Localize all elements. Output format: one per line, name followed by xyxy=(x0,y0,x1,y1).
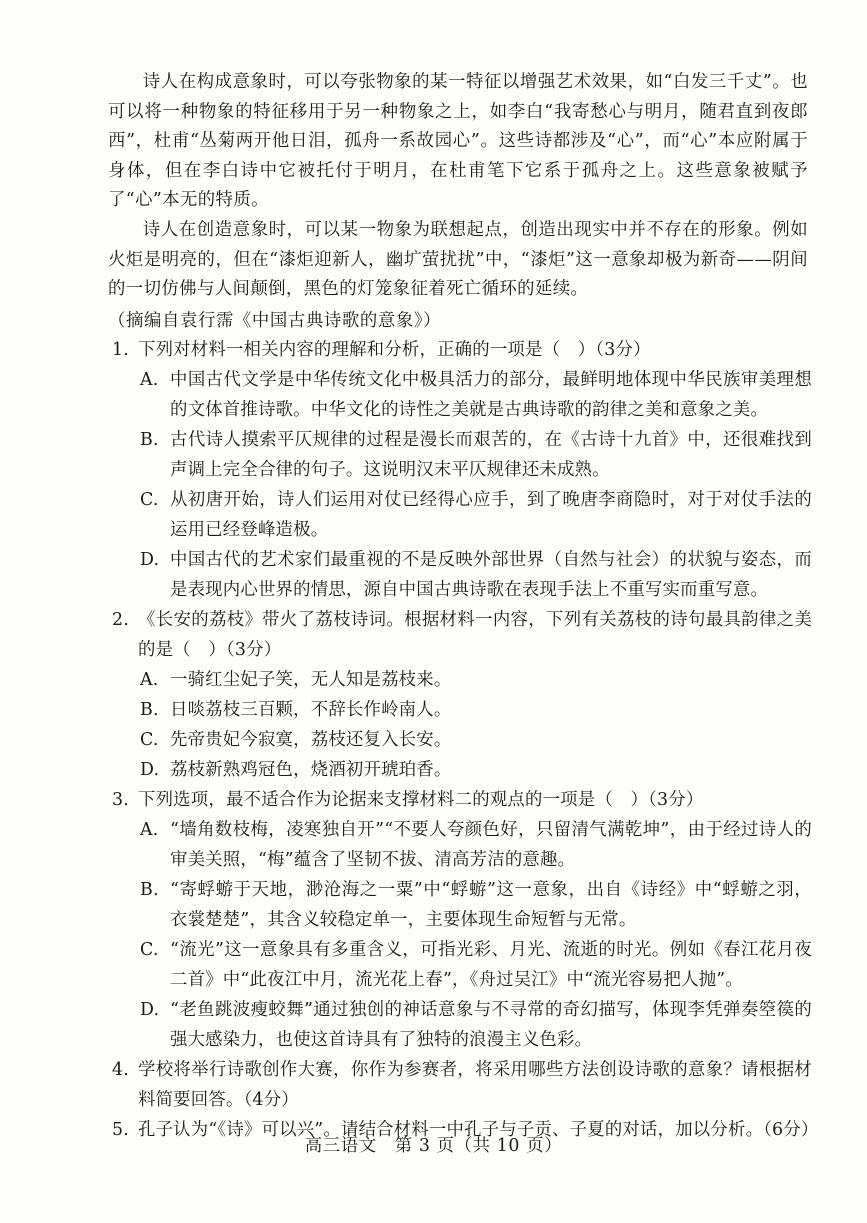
passage-paragraph: 诗人在创造意象时，可以某一物象为联想起点，创造出现实中并不存在的形象。例如火炬是明亮的，但在“漆炬迎新人，幽圹萤扰扰”中，“漆炬”这一意象却极为新奇——阴间的一切仿佛与人间颠倒，黑色的灯笼象征着死亡循环的延续。 xyxy=(108,219,808,300)
question-number: 1. xyxy=(112,340,129,360)
option-a xyxy=(112,365,812,425)
option-text: “寄蜉蝣于天地，渺沧海之一粟”中“蜉蝣”这一意象，出自《诗经》中“蜉蝣之羽，衣裳楚楚”，其含义较稳定单一，主要体现生命短暂与无常。 xyxy=(170,880,812,930)
option-text: 一骑红尘妃子笑，无人知是荔枝来。 xyxy=(170,670,452,690)
option-text: “墙角数枝梅，凌寒独自开”“不要人夸颜色好，只留清气满乾坤”，由于经过诗人的审美关照，“梅”蕴含了坚韧不拔、清高芳洁的意趣。 xyxy=(170,820,812,870)
option-key: C. xyxy=(140,940,159,960)
option-text: 中国古代的艺术家们最重视的不是反映外部世界（自然与社会）的状貌与姿态，而是表现内心世界的情思，源自中国古典诗歌在表现手法上不重写实而重写意。 xyxy=(170,550,812,600)
option-key: A. xyxy=(140,670,159,690)
option-key: D. xyxy=(140,1000,160,1020)
option-d xyxy=(112,545,812,605)
option-text: 先帝贵妃今寂寞，荔枝还复入长安。 xyxy=(170,730,452,750)
option-text: 从初唐开始，诗人们运用对仗已经得心应手，到了晚唐李商隐时，对于对仗手法的运用已经登峰造极。 xyxy=(170,490,812,540)
option-text: 日啖荔枝三百颗，不辞长作岭南人。 xyxy=(170,700,452,720)
option-key: D. xyxy=(140,550,160,570)
question-number: 2. xyxy=(112,610,129,630)
option-b xyxy=(112,875,812,935)
option-key: B. xyxy=(140,880,159,900)
question-stem: 下列选项，最不适合作为论据来支撑材料二的观点的一项是（ ）（3分） xyxy=(138,790,704,810)
reading-passage xyxy=(108,68,808,336)
question-3 xyxy=(112,785,812,1055)
passage-source: （摘编自袁行霈《中国古典诗歌的意象》） xyxy=(108,310,442,331)
question-number: 4. xyxy=(112,1060,129,1080)
option-b xyxy=(112,695,812,725)
option-a xyxy=(112,665,812,695)
option-text: 荔枝新熟鸡冠色，烧酒初开琥珀香。 xyxy=(170,760,452,780)
question-list xyxy=(112,335,819,1145)
option-d xyxy=(112,755,812,785)
option-text: 古代诗人摸索平仄规律的过程是漫长而艰苦的，在《古诗十九首》中，还很难找到声调上完全合律的句子。这说明汉末平仄规律还未成熟。 xyxy=(170,430,812,480)
option-b xyxy=(112,425,812,485)
question-stem: 《长安的荔枝》带火了荔枝诗词。根据材料一内容，下列有关荔枝的诗句最具韵律之美的是（ ）（3分） xyxy=(138,610,812,660)
option-key: B. xyxy=(140,430,159,450)
page-footer: 高三语文 第 3 页（共 10 页） xyxy=(304,1136,563,1156)
question-stem: 孔子认为“《诗》可以兴”。请结合材料一中孔子与子贡、子夏的对话，加以分析。（6分） xyxy=(138,1120,819,1140)
question-4 xyxy=(112,1055,812,1115)
option-key: D. xyxy=(140,760,160,780)
question-2 xyxy=(112,605,812,785)
passage-paragraph: 诗人在构成意象时，可以夸张物象的某一特征以增强艺术效果，如“白发三千丈”。也可以将一种物象的特征移用于另一种物象之上，如李白“我寄愁心与明月，随君直到夜郎西”，杜甫“丛菊两开他日泪，孤舟一系故园心”。这些诗都涉及“心”，而“心”本应附属于身体，但在李白诗中它被托付于明月，在杜甫笔下它系于孤舟之上。这些意象被赋予了“心”本无的特质。 xyxy=(108,72,808,211)
question-stem: 下列对材料一相关内容的理解和分析，正确的一项是（ ）（3分） xyxy=(138,340,651,360)
option-d xyxy=(112,995,812,1055)
option-key: A. xyxy=(140,370,159,390)
question-number: 3. xyxy=(112,790,129,810)
option-text: 中国古代文学是中华传统文化中极具活力的部分，最鲜明地体现中华民族审美理想的文体首推诗歌。中华文化的诗性之美就是古典诗歌的韵律之美和意象之美。 xyxy=(170,370,812,420)
option-key: C. xyxy=(140,730,159,750)
option-a xyxy=(112,815,812,875)
option-key: A. xyxy=(140,820,159,840)
option-c xyxy=(112,935,812,995)
option-key: C. xyxy=(140,490,159,510)
question-1 xyxy=(112,335,812,605)
question-number: 5. xyxy=(112,1120,129,1140)
option-text: “老鱼跳波瘦蛟舞”通过独创的神话意象与不寻常的奇幻描写，体现李凭弹奏箜篌的强大感染力，也使这首诗具有了独特的浪漫主义色彩。 xyxy=(170,1000,812,1050)
question-stem: 学校将举行诗歌创作大赛，你作为参赛者，将采用哪些方法创设诗歌的意象？请根据材料简要回答。（4分） xyxy=(138,1060,812,1110)
option-key: B. xyxy=(140,700,159,720)
option-c xyxy=(112,485,812,545)
option-text: “流光”这一意象具有多重含义，可指光彩、月光、流逝的时光。例如《春江花月夜二首》中“此夜江中月，流光花上春”，《舟过吴江》中“流光容易把人抛”。 xyxy=(170,940,812,990)
option-c xyxy=(112,725,812,755)
